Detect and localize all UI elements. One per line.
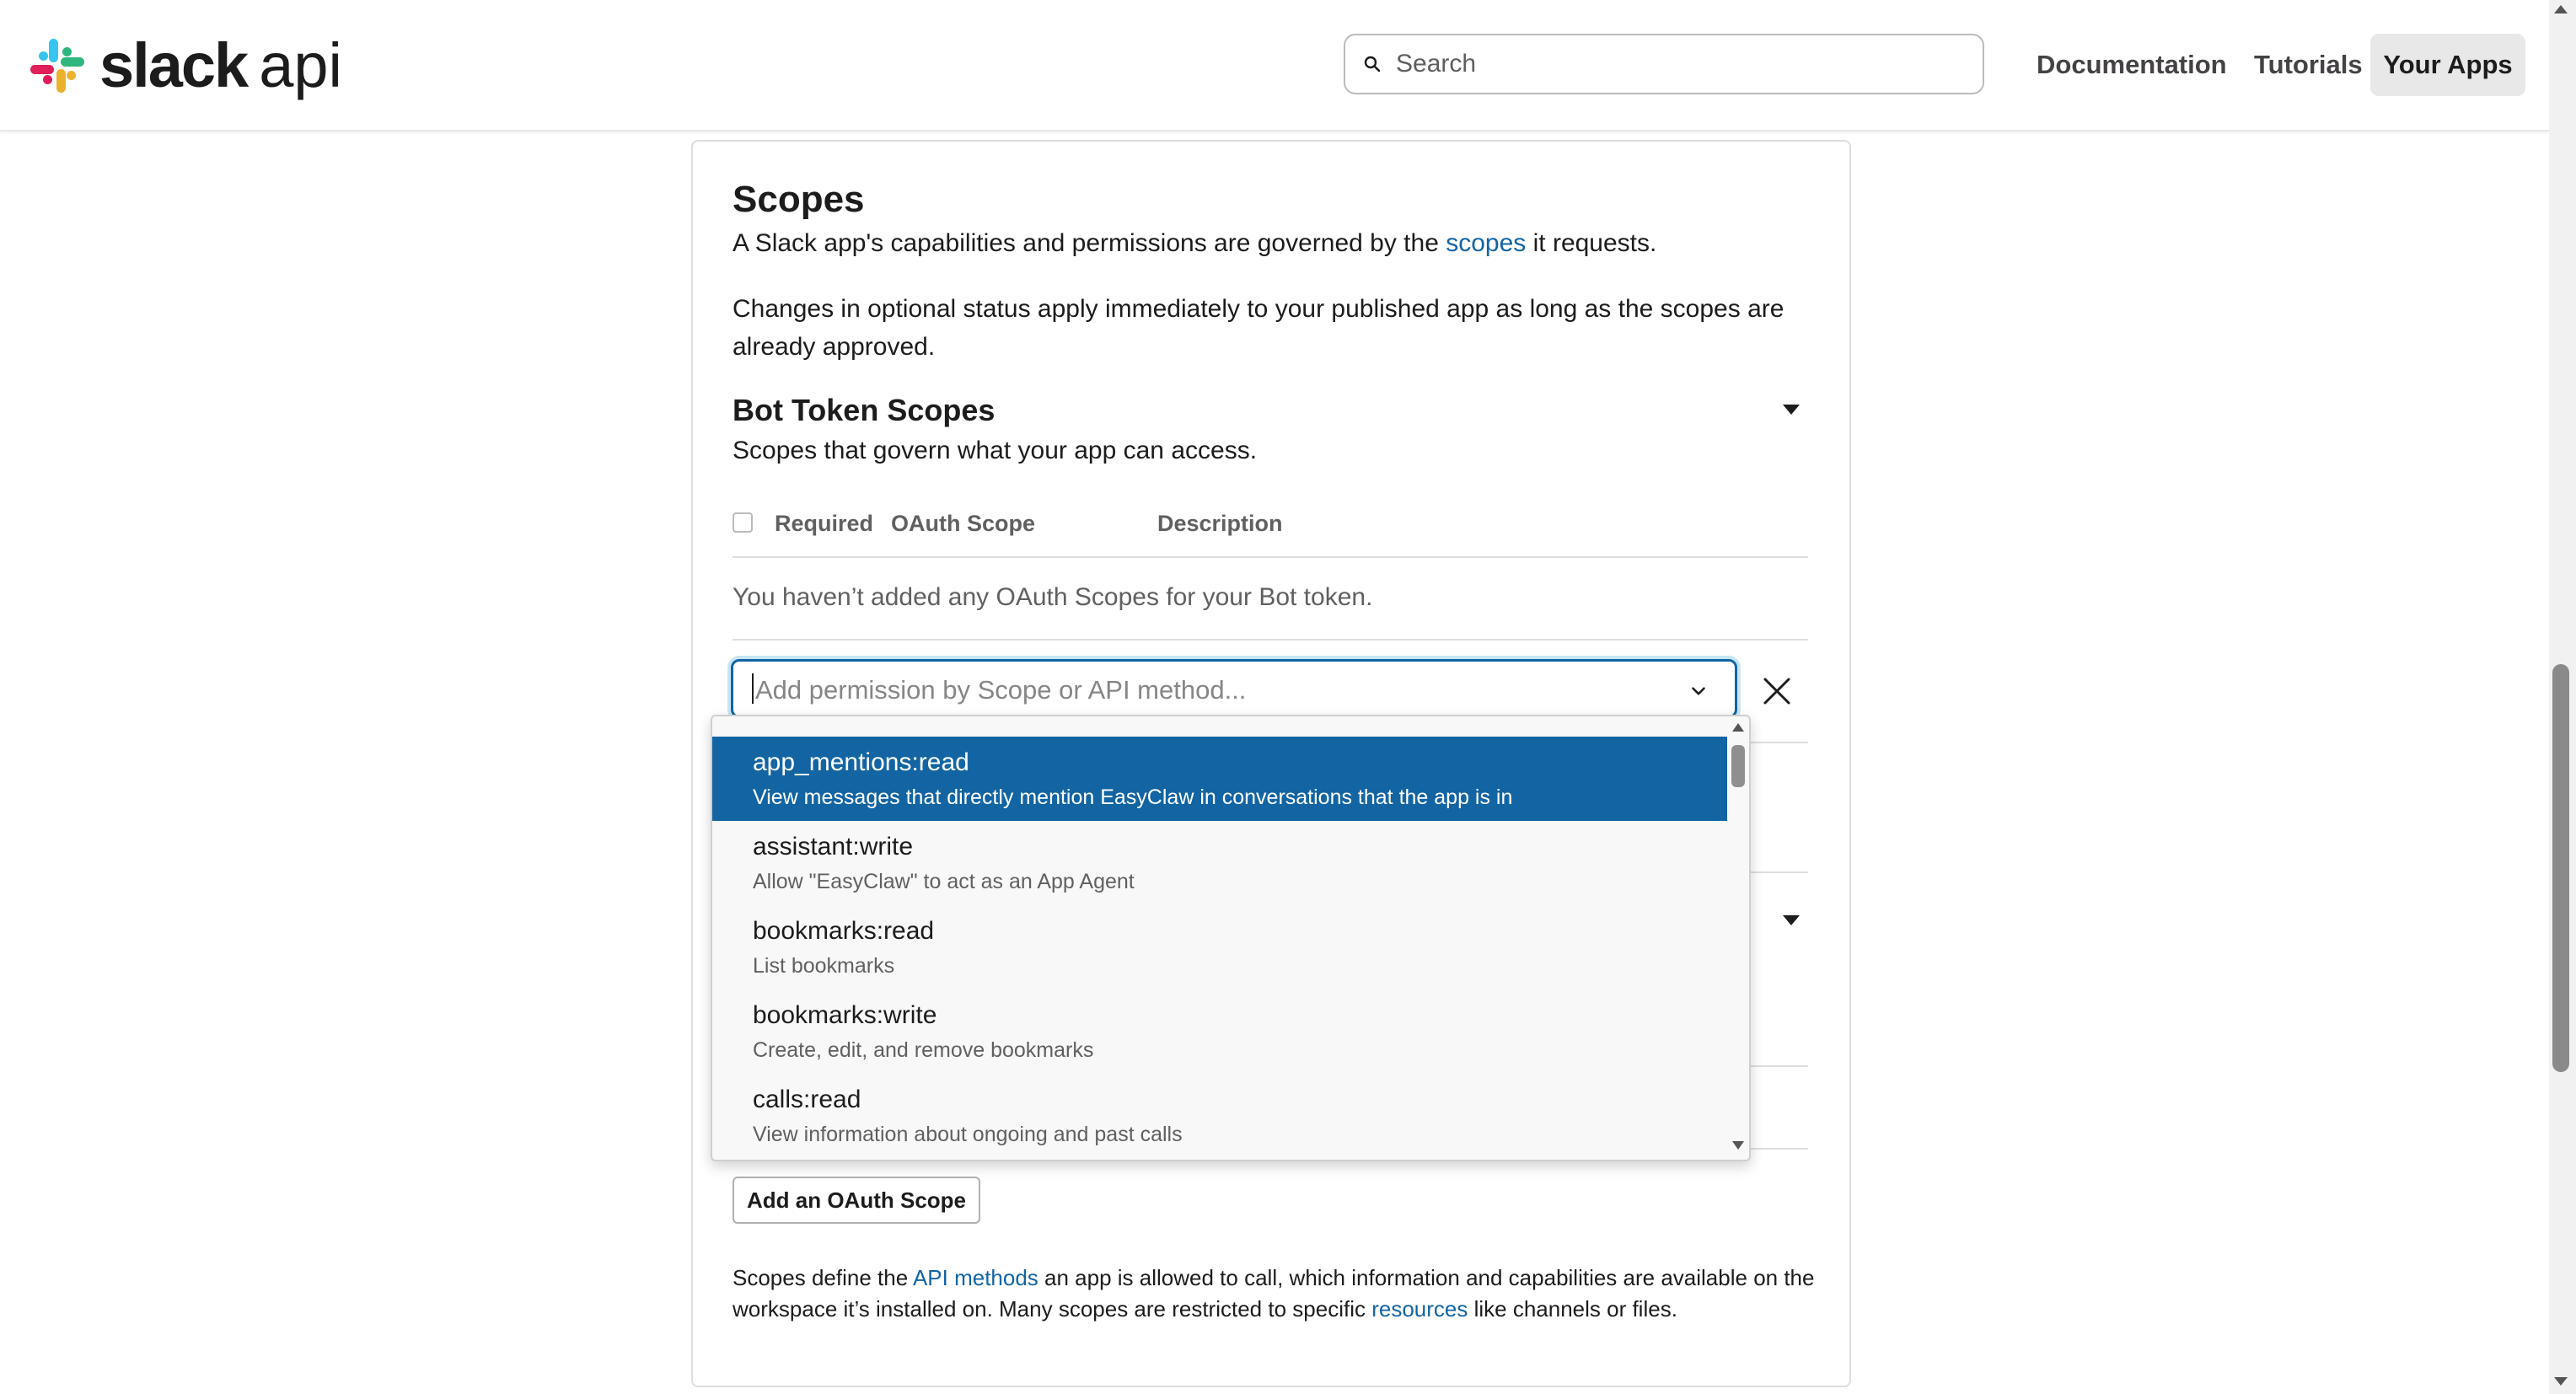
scope-options-dropdown (711, 715, 1751, 1161)
scope-option-desc: List bookmarks (753, 954, 895, 978)
bot-token-scopes-heading: Bot Token Scopes (733, 393, 996, 427)
search-input[interactable] (1344, 34, 1984, 94)
slack-api-logo[interactable] (27, 32, 342, 99)
footer-text-3: like channels or files. (1468, 1296, 1677, 1322)
resources-link[interactable]: resources (1371, 1296, 1468, 1322)
no-scopes-message: You haven’t added any OAuth Scopes for your Bot token. (733, 583, 1373, 611)
scroll-up-arrow-icon[interactable] (2554, 5, 2568, 13)
scopes-intro-tail: it requests. (1526, 229, 1657, 257)
logo-wordmark: slack (99, 30, 248, 100)
scope-select-input[interactable] (731, 659, 1737, 718)
required-checkbox[interactable] (733, 512, 753, 533)
column-required: Required (775, 511, 874, 536)
nav-tutorials[interactable]: Tutorials (2254, 50, 2363, 79)
top-header (0, 0, 2549, 131)
api-methods-link[interactable]: API methods (912, 1265, 1038, 1290)
divider (733, 639, 1808, 641)
collapse-caret-icon[interactable] (1783, 405, 1800, 415)
scope-option[interactable] (712, 905, 1727, 989)
scope-options-list (712, 737, 1727, 1158)
scope-option-name: app_mentions:read (753, 748, 969, 776)
scope-select-placeholder: Add permission by Scope or API method... (755, 675, 1247, 705)
footer-text: Scopes define the (733, 1265, 913, 1290)
scope-option-desc: Allow "EasyClaw" to act as an App Agent (753, 870, 1135, 893)
scope-option-name: bookmarks:write (753, 1001, 937, 1029)
footer-text-2: an app is allowed to call, which information and capabilities are available on the workspace it’s installed on. Many scopes are restricted to specific (733, 1265, 1815, 1322)
column-description: Description (1157, 511, 1283, 536)
bot-token-scopes-subtitle: Scopes that govern what your app can access. (733, 437, 1258, 464)
collapse-caret-icon-2[interactable] (1783, 915, 1800, 925)
scope-option[interactable] (712, 989, 1727, 1074)
text-cursor (752, 673, 754, 704)
scroll-down-arrow-icon[interactable] (2554, 1377, 2568, 1386)
scopes-intro-text: A Slack app's capabilities and permissions are governed by the (733, 229, 1446, 257)
search-icon (1362, 54, 1382, 74)
optional-status-note: Changes in optional status apply immediately to your published app as long as the scopes are already approved. (733, 295, 1784, 361)
scope-option-desc: View information about ongoing and past calls (753, 1123, 1183, 1146)
page-scrollbar-thumb[interactable] (2552, 664, 2569, 1072)
scope-option-desc: View messages that directly mention EasyClaw in conversations that the app is in (753, 785, 1513, 809)
dropdown-scroll-up-icon[interactable] (1732, 723, 1744, 732)
add-oauth-scope-button[interactable]: Add an OAuth Scope (733, 1177, 980, 1224)
dropdown-scroll-down-icon[interactable] (1732, 1141, 1744, 1150)
scope-option-name: bookmarks:read (753, 917, 935, 945)
close-icon[interactable] (1760, 674, 1794, 708)
scope-option-name: assistant:write (753, 833, 914, 861)
scopes-heading: Scopes (733, 179, 865, 220)
slack-logo-icon (27, 35, 88, 96)
scopes-link[interactable]: scopes (1446, 229, 1527, 257)
scope-option[interactable] (712, 737, 1727, 821)
scope-option[interactable] (712, 821, 1727, 905)
scope-option-desc: Create, edit, and remove bookmarks (753, 1038, 1094, 1062)
scopes-footer-note (733, 1263, 1817, 1325)
logo-suffix: api (259, 30, 342, 100)
chevron-down-icon[interactable] (1688, 680, 1709, 702)
scopes-intro (733, 229, 1656, 258)
scopes-table-header (733, 509, 1808, 558)
search-placeholder: Search (1396, 50, 1477, 78)
scope-option[interactable] (712, 1074, 1727, 1158)
nav-your-apps[interactable]: Your Apps (2370, 34, 2525, 96)
dropdown-scrollbar-thumb[interactable] (1731, 745, 1745, 787)
nav-documentation[interactable]: Documentation (2037, 50, 2227, 79)
scope-option-name: calls:read (753, 1086, 861, 1113)
column-oauth-scope: OAuth Scope (891, 511, 1036, 536)
